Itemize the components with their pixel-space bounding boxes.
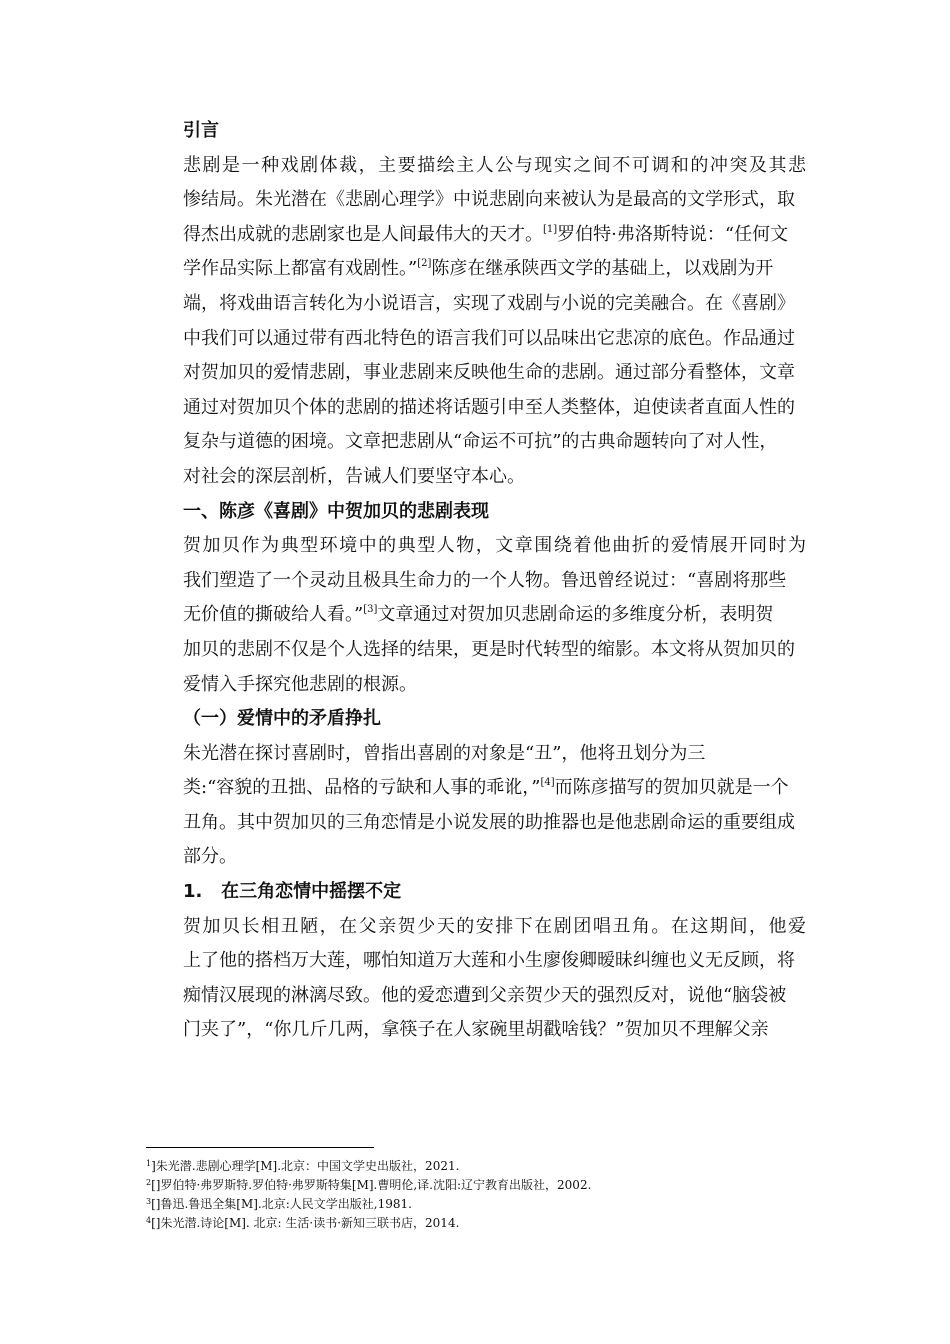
footnote-ref-4[interactable]: [4] [540,777,555,789]
section-1-heading: 一、陈彦《喜剧》中贺加贝的悲剧表现 [183,500,489,522]
footnote-ref-3[interactable]: [3] [363,604,378,616]
subsection-1-heading: （一）爱情中的矛盾挣扎 [183,708,381,730]
footnote-text: []朱光潜.诗论[M]. 北京: 生活·读书·新知三联书店，2014. [151,1216,460,1230]
footnotes [146,1157,846,1233]
text-line: 通过对贺加贝个体的悲剧的描述将话题引申至人类整体，迫使读者直面人性的 [183,396,795,418]
text-line: 部分。 [183,846,237,868]
text-line: 悲剧是一种戏剧体裁，主要描绘主人公与现实之间不可调和的冲突及其悲 [183,154,806,176]
footnote-text: []鲁迅.鲁迅全集[M].北京:人民文学出版社,1981. [151,1197,412,1211]
text-segment: 陈彦在继承陕西文学的基础上，以戏剧为开 [431,258,774,280]
text-segment: 无价值的撕破给人看。” [183,604,364,626]
footnote-1 [146,1157,846,1176]
text-line: 对贺加贝的爱情悲剧，事业悲剧来反映他生命的悲剧。通过部分看整体，文章 [183,362,795,384]
footnote-mark: 4 [146,1216,152,1225]
footnote-mark: 1 [146,1159,152,1168]
footnote-ref-1[interactable]: [1] [543,223,558,235]
subsection-1-paragraph [146,737,806,875]
text-line: 端，将戏曲语言转化为小说语言，实现了戏剧与小说的完美融合。在《喜剧》 [183,292,795,314]
text-line: 贺加贝作为典型环境中的典型人物，文章围绕着他曲折的爱情展开同时为 [183,535,806,557]
text-segment: 罗伯特·弗洛斯特说：“任何文 [557,223,789,245]
text-line [146,598,806,633]
section-1-paragraph [146,529,806,702]
text-line: 爱情入手探究他悲剧的根源。 [183,673,417,695]
text-segment: 而陈彦描写的贺加贝就是一个 [554,777,789,799]
body-text [146,114,806,1048]
footnote-text: []罗伯特·弗罗斯特.罗伯特·弗罗斯特集[M].曹明伦,译.沈阳:辽宁教育出版社，2002. [151,1178,592,1192]
text-line [146,252,806,287]
footnote-3 [146,1195,846,1214]
point-1-paragraph [146,910,806,1048]
intro-paragraph [146,149,806,495]
footnote-separator [146,1147,374,1148]
text-line: 朱光潜在探讨喜剧时，曾指出喜剧的对象是“丑”，他将丑划分为三 [183,742,706,764]
text-line: 中我们可以通过带有西北特色的语言我们可以品味出它悲凉的底色。作品通过 [183,327,795,349]
footnote-text: ]朱光潜.悲剧心理学[M].北京：中国文学史出版社，2021. [151,1159,460,1173]
text-line: 复杂与道德的困境。文章把悲剧从“命运不可抗”的古典命题转向了对人性， [183,431,778,453]
text-line [146,218,806,253]
text-segment: 得杰出成就的悲剧家也是人间最伟大的天才。 [183,223,543,245]
footnote-mark: 2 [146,1178,152,1187]
text-line: 加贝的悲剧不仅是个人选择的结果，更是时代转型的缩影。本文将从贺加贝的 [183,638,795,660]
footnote-mark: 3 [146,1197,152,1206]
footnote-2 [146,1176,846,1195]
text-line: 惨结局。朱光潜在《悲剧心理学》中说悲剧向来被认为是最高的文学形式，取 [183,189,795,211]
text-line: 我们塑造了一个灵动且极具生命力的一个人物。鲁迅曾经说过：“喜剧将那些 [183,569,787,591]
footnote-ref-2[interactable]: [2] [417,258,432,270]
text-line: 贺加贝长相丑陋，在父亲贺少天的安排下在剧团唱丑角。在这期间，他爱 [183,915,806,937]
text-segment: 文章通过对贺加贝悲剧命运的多维度分析，表明贺 [377,604,774,626]
text-segment: 类:“容貌的丑拙、品格的亏缺和人事的乖讹，” [183,777,541,799]
text-line: 门夹了”，“你几斤几两，拿筷子在人家碗里胡戳啥钱？”贺加贝不理解父亲 [183,1019,769,1041]
footnote-4 [146,1214,846,1233]
text-segment: 学作品实际上都富有戏剧性。” [183,258,418,280]
text-line: 上了他的搭档万大莲，哪怕知道万大莲和小生廖俊卿暧昧纠缠也义无反顾，将 [183,950,795,972]
intro-heading: 引言 [183,120,219,141]
text-line: 痴情汉展现的淋漓尽致。他的爱恋遭到父亲贺少天的强烈反对，说他“脑袋被 [183,984,787,1006]
point-1-heading: 1. 在三角恋情中摇摆不定 [183,881,402,903]
text-line: 丑角。其中贺加贝的三角恋情是小说发展的助推器也是他悲剧命运的重要组成 [183,811,795,833]
text-line: 对社会的深层剖析，告诫人们要坚守本心。 [183,465,525,487]
text-line [146,771,806,806]
